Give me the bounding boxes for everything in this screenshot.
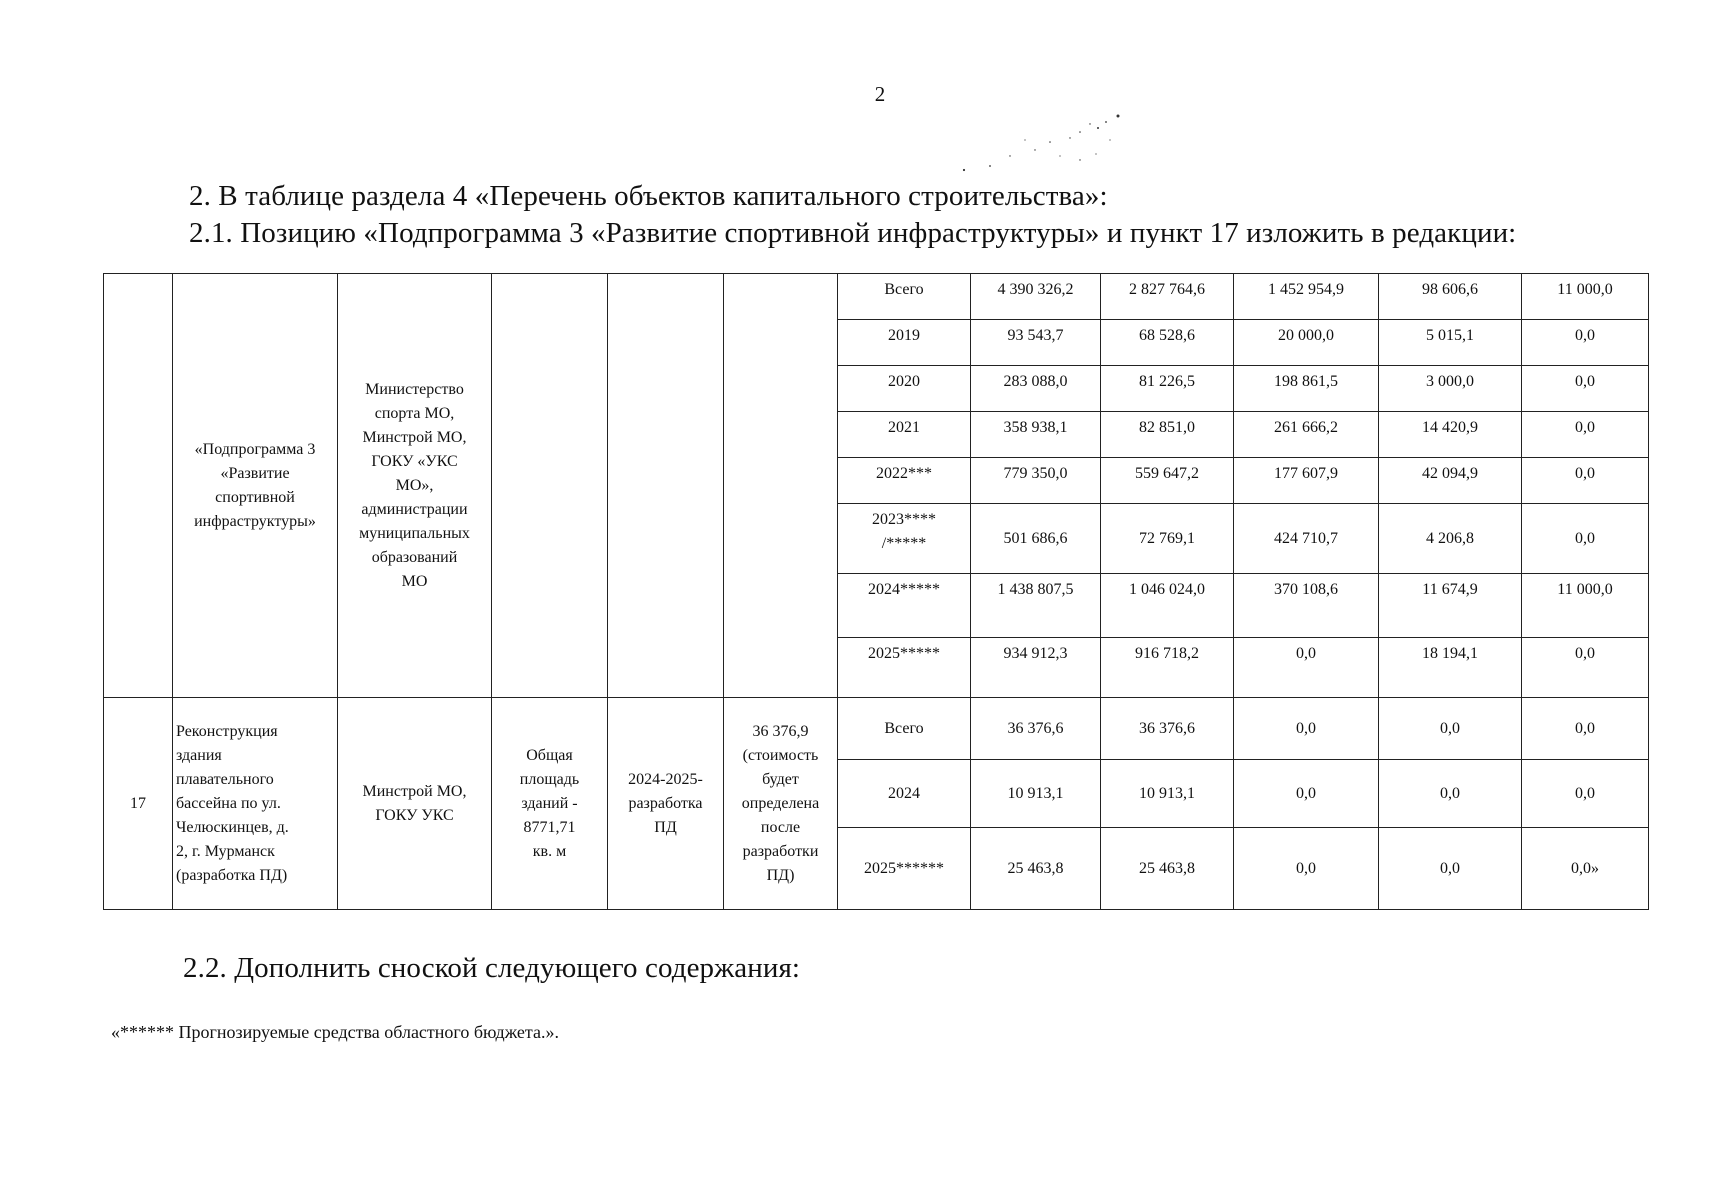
subprogram-row — [104, 274, 1649, 320]
value-cell: 4 206,8 — [1379, 504, 1522, 574]
value-cell: 25 463,8 — [971, 828, 1101, 910]
value-cell: 4 390 326,2 — [971, 274, 1101, 320]
value-cell: 0,0 — [1379, 760, 1522, 828]
item-capacity-cell: Общая площадь зданий - 8771,71 кв. м — [492, 698, 608, 910]
value-cell: 0,0 — [1234, 698, 1379, 760]
value-cell: 0,0 — [1522, 366, 1649, 412]
value-cell: 0,0 — [1522, 458, 1649, 504]
value-cell: 98 606,6 — [1379, 274, 1522, 320]
value-cell: 916 718,2 — [1101, 638, 1234, 698]
value-cell: 261 666,2 — [1234, 412, 1379, 458]
value-cell: 93 543,7 — [971, 320, 1101, 366]
number-cell — [104, 274, 173, 698]
value-cell: 283 088,0 — [971, 366, 1101, 412]
year-cell: 2020 — [838, 366, 971, 412]
year-cell: Всего — [838, 274, 971, 320]
year-cell: 2025****** — [838, 828, 971, 910]
footnote-text: «****** Прогнозируемые средства областного бюджета.». — [111, 1022, 559, 1042]
value-cell: 0,0 — [1522, 504, 1649, 574]
value-cell: 68 528,6 — [1101, 320, 1234, 366]
value-cell: 198 861,5 — [1234, 366, 1379, 412]
value-cell: 10 913,1 — [971, 760, 1101, 828]
capacity-cell — [492, 274, 608, 698]
value-cell: 11 000,0 — [1522, 274, 1649, 320]
value-cell: 0,0 — [1379, 698, 1522, 760]
instruction-line-2: 2.1. Позицию «Подпрограмма 3 «Развитие спортивной инфраструктуры» и пункт 17 изложить в редакции: — [189, 217, 1517, 249]
year-cell: 2022*** — [838, 458, 971, 504]
value-cell: 18 194,1 — [1379, 638, 1522, 698]
year-cell: Всего — [838, 698, 971, 760]
item-name-cell: Реконструкция здания плавательного бассейна по ул. Челюскинцев, д. 2, г. Мурманск (разработка ПД) — [173, 698, 338, 910]
scan-specks — [930, 110, 1130, 180]
value-cell: 177 607,9 — [1234, 458, 1379, 504]
item-period-cell: 2024-2025- разработка ПД — [608, 698, 724, 910]
value-cell: 1 452 954,9 — [1234, 274, 1379, 320]
value-cell: 370 108,6 — [1234, 574, 1379, 638]
value-cell: 42 094,9 — [1379, 458, 1522, 504]
year-cell: 2025***** — [838, 638, 971, 698]
value-cell: 0,0 — [1234, 638, 1379, 698]
value-cell: 5 015,1 — [1379, 320, 1522, 366]
value-cell: 3 000,0 — [1379, 366, 1522, 412]
instruction-line-1: 2. В таблице раздела 4 «Перечень объектов капитального строительства»: — [189, 180, 1108, 212]
value-cell: 0,0 — [1234, 760, 1379, 828]
value-cell: 25 463,8 — [1101, 828, 1234, 910]
value-cell: 10 913,1 — [1101, 760, 1234, 828]
page-number: 2 — [874, 82, 886, 106]
item17-row — [104, 698, 1649, 760]
value-cell: 424 710,7 — [1234, 504, 1379, 574]
value-cell: 81 226,5 — [1101, 366, 1234, 412]
instruction-line-3: 2.2. Дополнить сноской следующего содержания: — [183, 952, 801, 984]
cost-cell — [724, 274, 838, 698]
value-cell: 0,0 — [1522, 638, 1649, 698]
value-cell: 1 046 024,0 — [1101, 574, 1234, 638]
value-cell: 20 000,0 — [1234, 320, 1379, 366]
value-cell: 0,0» — [1522, 828, 1649, 910]
value-cell: 934 912,3 — [971, 638, 1101, 698]
year-cell: 2024***** — [838, 574, 971, 638]
year-cell: 2019 — [838, 320, 971, 366]
item-number-cell: 17 — [104, 698, 173, 910]
item-cost-cell: 36 376,9 (стоимость будет определена после разработки ПД) — [724, 698, 838, 910]
value-cell: 559 647,2 — [1101, 458, 1234, 504]
value-cell: 36 376,6 — [971, 698, 1101, 760]
value-cell: 11 674,9 — [1379, 574, 1522, 638]
item-executors-cell: Минстрой МО, ГОКУ УКС — [338, 698, 492, 910]
value-cell: 0,0 — [1234, 828, 1379, 910]
value-cell: 0,0 — [1522, 698, 1649, 760]
value-cell: 1 438 807,5 — [971, 574, 1101, 638]
value-cell: 779 350,0 — [971, 458, 1101, 504]
value-cell: 82 851,0 — [1101, 412, 1234, 458]
value-cell: 14 420,9 — [1379, 412, 1522, 458]
year-cell: 2024 — [838, 760, 971, 828]
value-cell: 0,0 — [1522, 412, 1649, 458]
year-cell: 2023**** /***** — [838, 504, 971, 574]
value-cell: 0,0 — [1522, 760, 1649, 828]
value-cell: 358 938,1 — [971, 412, 1101, 458]
value-cell: 2 827 764,6 — [1101, 274, 1234, 320]
year-cell: 2021 — [838, 412, 971, 458]
period-cell — [608, 274, 724, 698]
subprogram-executors-cell: Министерство спорта МО, Минстрой МО, ГОКУ «УКС МО», администрации муниципальных образований МО — [338, 274, 492, 698]
value-cell: 501 686,6 — [971, 504, 1101, 574]
subprogram-name-cell: «Подпрограмма 3 «Развитие спортивной инфраструктуры» — [173, 274, 338, 698]
value-cell: 36 376,6 — [1101, 698, 1234, 760]
value-cell: 72 769,1 — [1101, 504, 1234, 574]
value-cell: 0,0 — [1379, 828, 1522, 910]
value-cell: 11 000,0 — [1522, 574, 1649, 638]
capital-construction-table — [103, 273, 1649, 910]
value-cell: 0,0 — [1522, 320, 1649, 366]
